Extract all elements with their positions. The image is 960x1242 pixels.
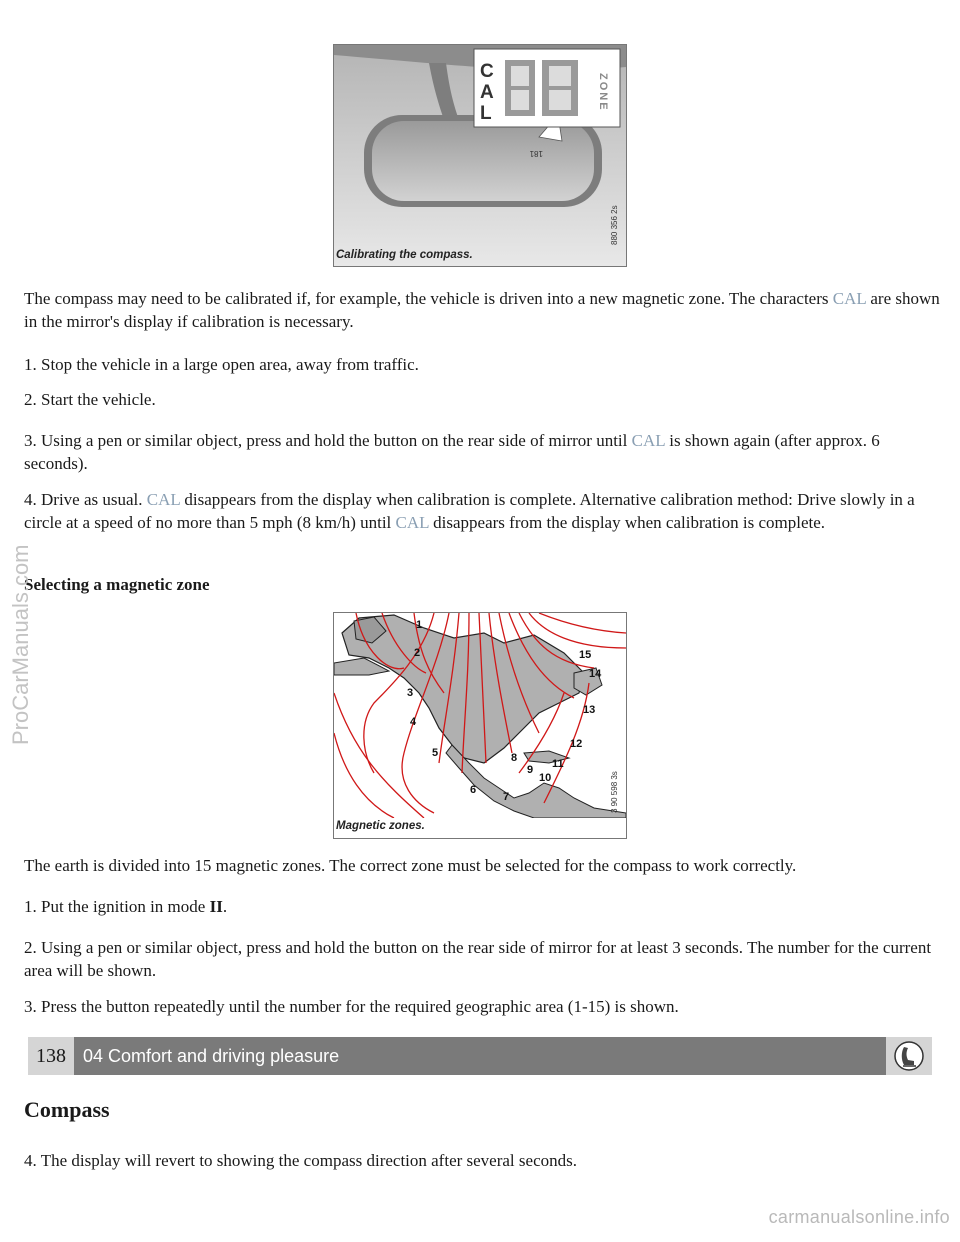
zone-label: 10: [539, 772, 552, 784]
chapter-bar: [28, 1037, 932, 1075]
zone-label: 9: [527, 764, 534, 776]
display-zone-text: ZONE: [597, 73, 609, 112]
chapter-title: 04 Comfort and driving pleasure: [83, 1045, 340, 1066]
zone-label: 6: [470, 784, 477, 796]
magnetic-zones-map: [334, 613, 626, 838]
zone-label: 12: [570, 738, 583, 750]
cal-indicator-text: CAL: [631, 431, 665, 450]
figure-code: 3 90 598 3s: [610, 771, 619, 813]
zone-label: 5: [432, 747, 439, 759]
display-cal-letter-c: C: [480, 61, 494, 82]
zone-label: 11: [552, 758, 564, 770]
intro-paragraph: The compass may need to be calibrated if, for example, the vehicle is driven into a new magnetic zone. The characters CAL are shown in the mirror's display if calibration is necessary.: [24, 289, 940, 331]
calibration-step-3: 3. Using a pen or similar object, press and hold the button on the rear side of mirror until CAL is shown again (after approx. 6 seconds).: [24, 431, 880, 473]
calibration-step-2: 2. Start the vehicle.: [24, 390, 156, 409]
display-cal-letter-a: A: [480, 82, 494, 103]
cal-indicator-text: CAL: [395, 513, 429, 532]
mirror-illustration: [334, 45, 626, 266]
magnetic-zone-subheading: Selecting a magnetic zone: [24, 575, 210, 594]
zone-step-4: 4. The display will revert to showing the compass direction after several seconds.: [24, 1151, 577, 1170]
zone-step-3: 3. Press the button repeatedly until the number for the required geographic area (1-15) is shown.: [24, 997, 679, 1016]
zone-label: 14: [589, 668, 602, 680]
figure-caption: Calibrating the compass.: [336, 249, 473, 261]
zone-step-2: 2. Using a pen or similar object, press and hold the button on the rear side of mirror for at least 3 seconds. The number for the current area will be shown.: [24, 938, 932, 980]
section-heading: Compass: [24, 1097, 110, 1122]
calibration-figure: [333, 44, 627, 267]
cal-indicator-text: CAL: [832, 289, 867, 308]
figure-code: 880 356 2s: [610, 205, 619, 245]
svg-text:181: 181: [529, 149, 543, 158]
side-watermark: ProCarManuals.com: [8, 544, 33, 745]
zones-intro-paragraph: The earth is divided into 15 magnetic zones. The correct zone must be selected for the compass to work correctly.: [24, 856, 797, 875]
zone-label: 4: [410, 716, 417, 728]
page-number: 138: [28, 1037, 74, 1075]
zone-label: 3: [407, 687, 414, 699]
zone-label: 13: [583, 704, 596, 716]
magnetic-zones-figure: [333, 612, 627, 839]
zone-label: 2: [414, 647, 421, 659]
footer-watermark: carmanualsonline.info: [768, 1207, 950, 1227]
seat-icon: [886, 1037, 932, 1075]
display-cal-letter-l: L: [480, 103, 492, 124]
calibration-step-1: 1. Stop the vehicle in a large open area, away from traffic.: [24, 355, 419, 374]
zone-label: 7: [503, 791, 510, 803]
calibration-step-4: 4. Drive as usual. CAL disappears from the display when calibration is complete. Alternative calibration method: Drive slowly in a circle at a speed of no more than 5 mph (8 km/h) until CAL disappears from the display when calibration is complete.: [24, 490, 915, 532]
zone-label: 1: [416, 619, 423, 631]
figure-caption: Magnetic zones.: [336, 820, 425, 832]
cal-indicator-text: CAL: [146, 490, 181, 509]
zone-step-1: 1. Put the ignition in mode II.: [24, 897, 228, 916]
zone-label: 15: [579, 649, 592, 661]
ignition-mode: II: [209, 897, 223, 916]
zone-label: 8: [511, 752, 518, 764]
